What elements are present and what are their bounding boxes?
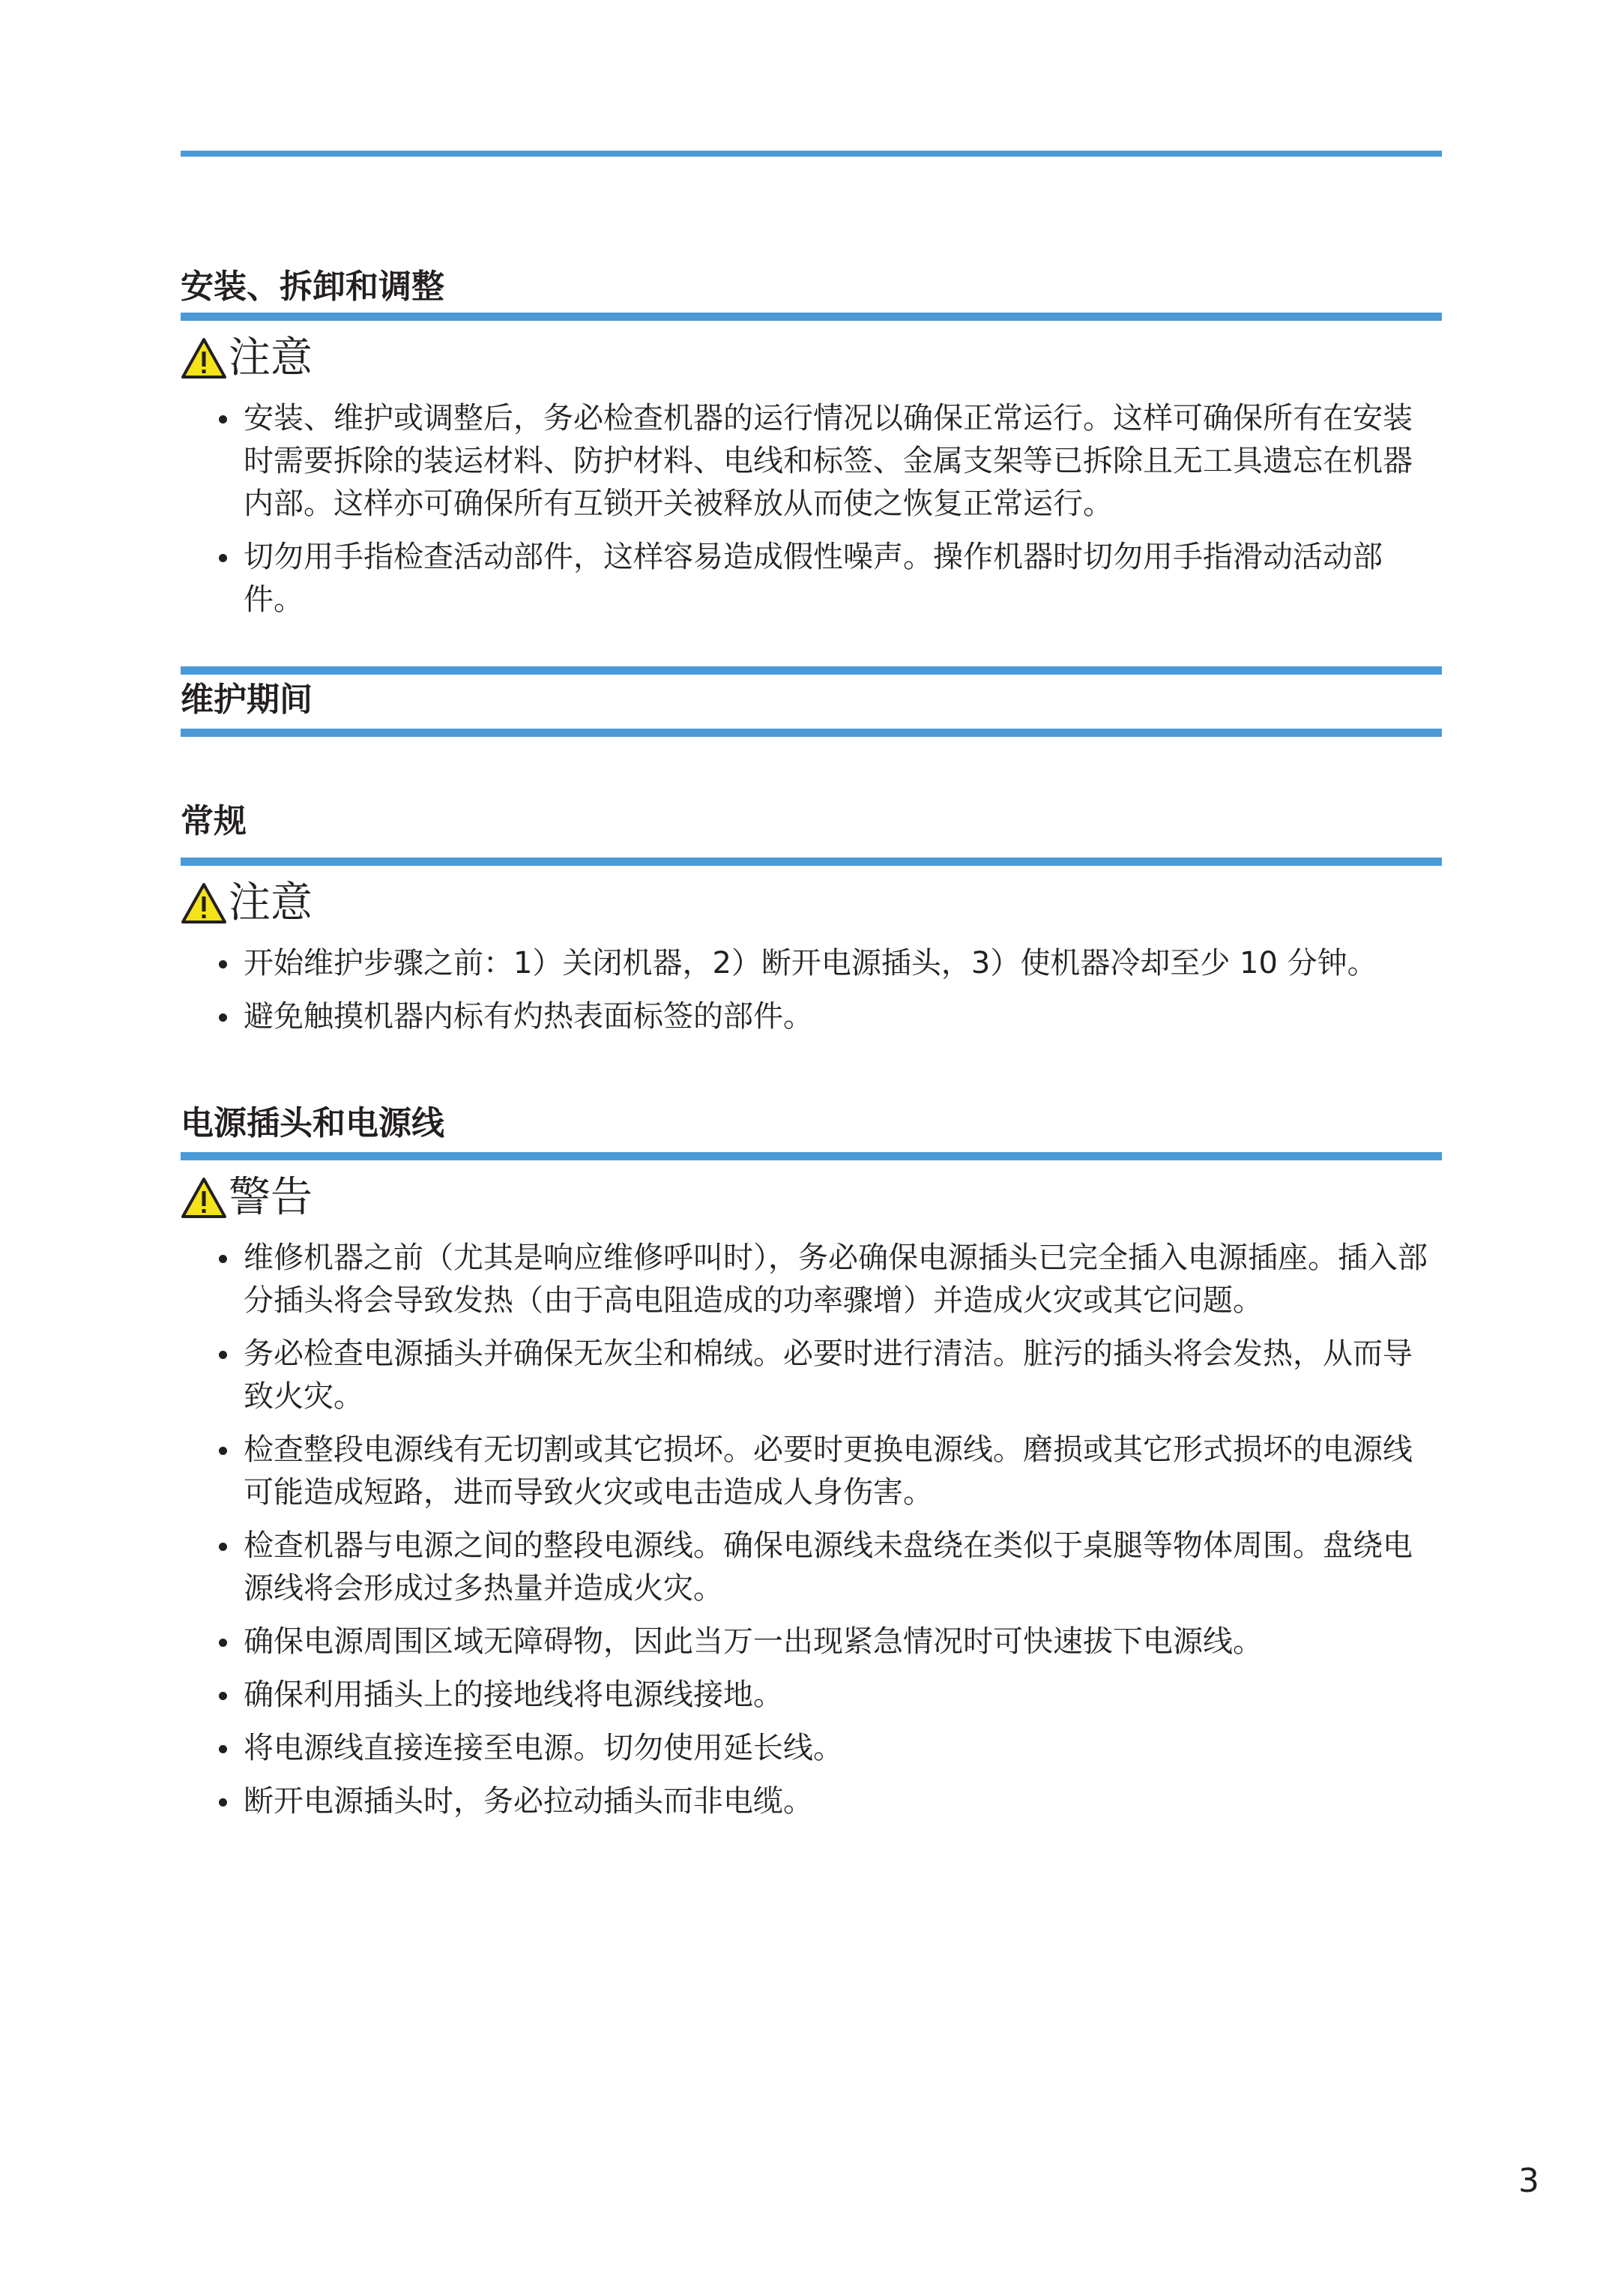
- bullet-list: [181, 1237, 1442, 1823]
- section-maintenance: [181, 666, 1442, 737]
- bullet-dot: [219, 1745, 227, 1753]
- list-item-text: 维修机器之前（尤其是响应维修呼叫时），务必确保电源插头已完全插入电源插座。插入部分插头将会导致发热（由于高电阻造成的功率骤增）并造成火灾或其它问题。: [244, 1241, 1428, 1318]
- bullet-dot: [219, 415, 227, 424]
- list-item: [181, 1237, 1442, 1322]
- bullet-dot: [219, 1351, 227, 1359]
- caution-label: 注意: [229, 334, 313, 382]
- list-item: [181, 1333, 1442, 1418]
- list-item: [181, 942, 1442, 985]
- section-install: [181, 266, 1442, 621]
- bullet-list: [181, 397, 1442, 621]
- section-power: [181, 1103, 1442, 1823]
- section-rule: [181, 729, 1442, 737]
- list-item: [181, 1621, 1442, 1663]
- list-item-text: 检查机器与电源之间的整段电源线。确保电源线未盘绕在类似于桌腿等物体周围。盘绕电源线将会形成过多热量并造成火灾。: [244, 1528, 1413, 1606]
- list-item: [181, 995, 1442, 1038]
- list-item: [181, 536, 1442, 621]
- section-heading: 电源插头和电源线: [181, 1104, 444, 1142]
- section-rule: [181, 666, 1442, 675]
- list-item: [181, 397, 1442, 525]
- section-heading: 常规: [181, 802, 247, 840]
- header-rule: [181, 151, 1442, 157]
- list-item: [181, 1429, 1442, 1514]
- list-item-text: 将电源线直接连接至电源。切勿使用延长线。: [244, 1731, 843, 1765]
- list-item-text: 切勿用手指检查活动部件，这样容易造成假性噪声。操作机器时切勿用手指滑动活动部件。: [244, 540, 1383, 617]
- list-item: [181, 1727, 1442, 1770]
- list-item-text: 确保利用插头上的接地线将电源线接地。: [244, 1678, 783, 1712]
- list-item: [181, 1525, 1442, 1610]
- list-item-text: 断开电源插头时，务必拉动插头而非电缆。: [244, 1784, 813, 1819]
- page-number: 3: [1518, 2162, 1539, 2200]
- bullet-list: [181, 942, 1442, 1038]
- warning-label: 警告: [229, 1173, 313, 1222]
- bullet-dot: [219, 554, 227, 562]
- bullet-dot: [219, 1447, 227, 1455]
- section-general: [181, 801, 1442, 1038]
- section-rule: [181, 858, 1442, 866]
- warning-triangle-icon: [181, 882, 227, 924]
- caution-notice: [181, 328, 1442, 388]
- list-item: [181, 1780, 1442, 1823]
- bullet-dot: [219, 1013, 227, 1022]
- warning-triangle-icon: [181, 337, 227, 379]
- bullet-dot: [219, 1692, 227, 1700]
- caution-notice: [181, 873, 1442, 933]
- bullet-dot: [219, 1543, 227, 1551]
- page-content: [181, 266, 1442, 1834]
- bullet-dot: [219, 1255, 227, 1263]
- section-rule: [181, 1152, 1442, 1160]
- section-heading: 维护期间: [181, 681, 313, 719]
- warning-notice: [181, 1168, 1442, 1228]
- bullet-dot: [219, 960, 227, 968]
- warning-triangle-icon: [181, 1177, 227, 1219]
- list-item: [181, 1674, 1442, 1717]
- caution-label: 注意: [229, 879, 313, 927]
- bullet-dot: [219, 1639, 227, 1647]
- section-heading: 安装、拆卸和调整: [181, 268, 444, 306]
- bullet-dot: [219, 1798, 227, 1807]
- list-item-text: 务必检查电源插头并确保无灰尘和棉绒。必要时进行清洁。脏污的插头将会发热，从而导致火灾。: [244, 1337, 1413, 1414]
- list-item-text: 安装、维护或调整后，务必检查机器的运行情况以确保正常运行。这样可确保所有在安装时需要拆除的装运材料、防护材料、电线和标签、金属支架等已拆除且无工具遗忘在机器内部。这样亦可确保所有互锁开关被释放从而使之恢复正常运行。: [244, 401, 1413, 521]
- list-item-text: 开始维护步骤之前：1）关闭机器，2）断开电源插头，3）使机器冷却至少 10 分钟。: [244, 946, 1377, 980]
- list-item-text: 检查整段电源线有无切割或其它损坏。必要时更换电源线。磨损或其它形式损坏的电源线可能造成短路，进而导致火灾或电击造成人身伤害。: [244, 1432, 1413, 1510]
- list-item-text: 确保电源周围区域无障碍物，因此当万一出现紧急情况时可快速拔下电源线。: [244, 1624, 1263, 1659]
- list-item-text: 避免触摸机器内标有灼热表面标签的部件。: [244, 999, 813, 1034]
- section-rule: [181, 313, 1442, 321]
